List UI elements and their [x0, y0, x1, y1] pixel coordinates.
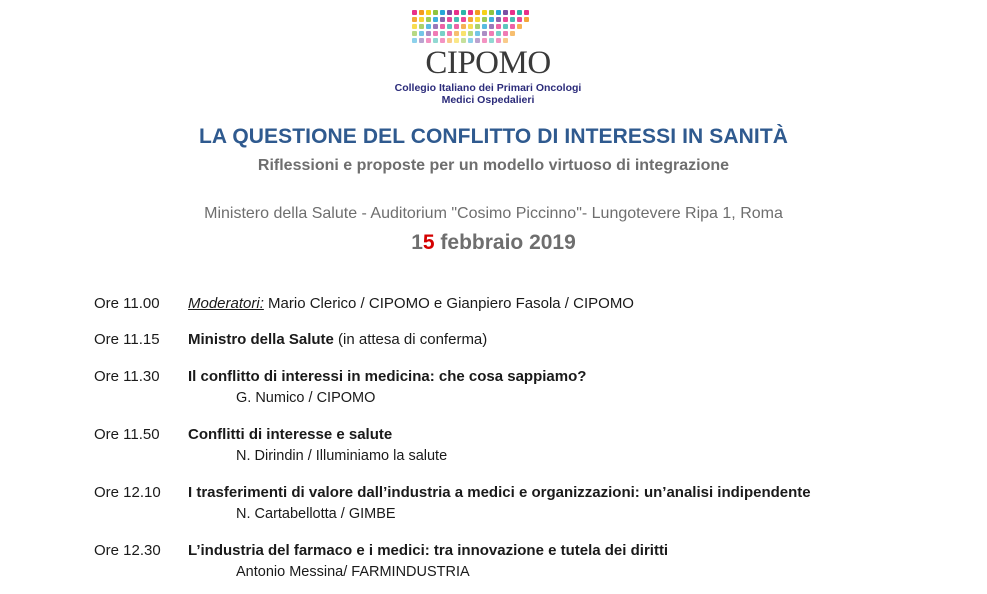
logo-dot: [503, 31, 508, 36]
moderators-names: Mario Clerico / CIPOMO e Gianpiero Fasola / CIPOMO: [263, 295, 634, 312]
logo-dot: [461, 38, 466, 43]
event-date: [0, 231, 987, 255]
logo-dot: [461, 31, 466, 36]
logo-dot: [517, 24, 522, 29]
event-title: LA QUESTIONE DEL CONFLITTO DI INTERESSI IN SANITÀ: [198, 125, 789, 148]
logo-dot: [482, 17, 487, 22]
logo-wordmark: CIPOMO: [425, 45, 551, 81]
logo-dot: [433, 24, 438, 29]
logo-dot: [510, 24, 515, 29]
logo-dot: [461, 10, 466, 15]
logo-dot: [433, 17, 438, 22]
logo-dot: [426, 17, 431, 22]
logo-dot: [468, 17, 473, 22]
logo-dot: [489, 10, 494, 15]
logo-dot: [510, 10, 515, 15]
logo-dot: [412, 31, 417, 36]
logo-dot: [419, 24, 424, 29]
logo-dot: [482, 38, 487, 43]
logo-dot: [475, 31, 480, 36]
logo-dot: [461, 24, 466, 29]
logo-dot: [454, 10, 459, 15]
logo-subtitle-line-2: Medici Ospedalieri: [441, 94, 535, 106]
logo-dot: [503, 38, 508, 43]
logo-dot: [524, 17, 529, 22]
logo-dot: [412, 10, 417, 15]
logo-dot: [433, 31, 438, 36]
logo-dot: [503, 24, 508, 29]
topic-note: (in attesa di conferma): [333, 331, 488, 348]
logo-dot: [468, 38, 473, 43]
logo-dot: [496, 31, 501, 36]
logo-dot: [426, 31, 431, 36]
speaker: Antonio Messina/ FARMINDUSTRIA: [236, 564, 470, 580]
logo-dot: [482, 10, 487, 15]
moderators-label: Moderatori:: [188, 295, 264, 312]
logo-dot: [426, 10, 431, 15]
program-time: Ore 11.00: [94, 295, 160, 312]
logo-dot: [433, 10, 438, 15]
logo-dot: [440, 10, 445, 15]
speaker: N. Dirindin / Illuminiamo la salute: [236, 448, 448, 464]
logo-dot: [447, 24, 452, 29]
program-time: Ore 12.30: [94, 542, 161, 559]
logo-subtitle-line-1: Collegio Italiano dei Primari Oncologi: [394, 82, 582, 94]
logo-dot: [510, 17, 515, 22]
program-time: Ore 11.30: [94, 368, 160, 385]
logo-dot: [447, 31, 452, 36]
logo-dot: [412, 17, 417, 22]
logo-dot: [482, 24, 487, 29]
logo-dot: [454, 17, 459, 22]
logo-dot: [433, 38, 438, 43]
logo-dot: [489, 38, 494, 43]
cipomo-logo: [368, 10, 608, 106]
logo-dot: [447, 38, 452, 43]
program-time: Ore 11.50: [94, 426, 160, 443]
logo-dot: [419, 38, 424, 43]
logo-dot: [517, 10, 522, 15]
logo-dot: [447, 17, 452, 22]
logo-dot: [461, 17, 466, 22]
logo-dot: [496, 10, 501, 15]
logo-dot: [510, 31, 515, 36]
speaker: G. Numico / CIPOMO: [236, 390, 376, 406]
logo-dot: [440, 17, 445, 22]
logo-dot: [489, 31, 494, 36]
logo-dot: [426, 38, 431, 43]
date-rest: febbraio 2019: [434, 231, 576, 254]
logo-dot: [419, 17, 424, 22]
logo-dot: [503, 10, 508, 15]
logo-dot-grid: [412, 10, 532, 50]
event-subtitle: Riflessioni e proposte per un modello virtuoso di integrazione: [257, 157, 730, 174]
logo-dot: [517, 17, 522, 22]
logo-dot: [440, 38, 445, 43]
program-time: Ore 12.10: [94, 484, 161, 501]
date-day-highlight: 5: [422, 231, 435, 254]
logo-dot: [440, 31, 445, 36]
logo-dot: [412, 24, 417, 29]
logo-dot: [412, 38, 417, 43]
topic-title: L’industria del farmaco e i medici: tra innovazione e tutela dei diritti: [188, 542, 669, 559]
logo-dot: [419, 10, 424, 15]
logo-dot: [440, 24, 445, 29]
logo-dot: [475, 24, 480, 29]
logo-dot: [496, 24, 501, 29]
logo-dot: [489, 24, 494, 29]
event-venue: Ministero della Salute - Auditorium "Cosimo Piccinno"- Lungotevere Ripa 1, Roma: [204, 205, 783, 222]
logo-dot: [468, 31, 473, 36]
logo-dot: [468, 24, 473, 29]
logo-dot: [489, 17, 494, 22]
logo-dot: [454, 38, 459, 43]
logo-dot: [426, 24, 431, 29]
topic-title: Ministro della Salute: [188, 331, 334, 348]
logo-dot: [419, 31, 424, 36]
logo-dot: [447, 10, 452, 15]
program-topic: [188, 295, 634, 312]
logo-dot: [503, 17, 508, 22]
date-day-prefix: 1: [411, 231, 423, 254]
logo-dot: [496, 17, 501, 22]
logo-dot: [482, 31, 487, 36]
program-topic: [188, 331, 487, 348]
topic-title: Il conflitto di interessi in medicina: che cosa sappiamo?: [188, 368, 587, 385]
logo-dot: [468, 10, 473, 15]
logo-dot: [524, 10, 529, 15]
program-time: Ore 11.15: [94, 331, 160, 348]
topic-title: Conflitti di interesse e salute: [188, 426, 393, 443]
topic-title: I trasferimenti di valore dall’industria a medici e organizzazioni: un’analisi indipendente: [188, 484, 811, 501]
speaker: N. Cartabellotta / GIMBE: [236, 506, 396, 522]
logo-dot: [496, 38, 501, 43]
logo-dot: [454, 31, 459, 36]
logo-dot: [475, 17, 480, 22]
logo-dot: [475, 38, 480, 43]
logo-dot: [454, 24, 459, 29]
logo-dot: [475, 10, 480, 15]
